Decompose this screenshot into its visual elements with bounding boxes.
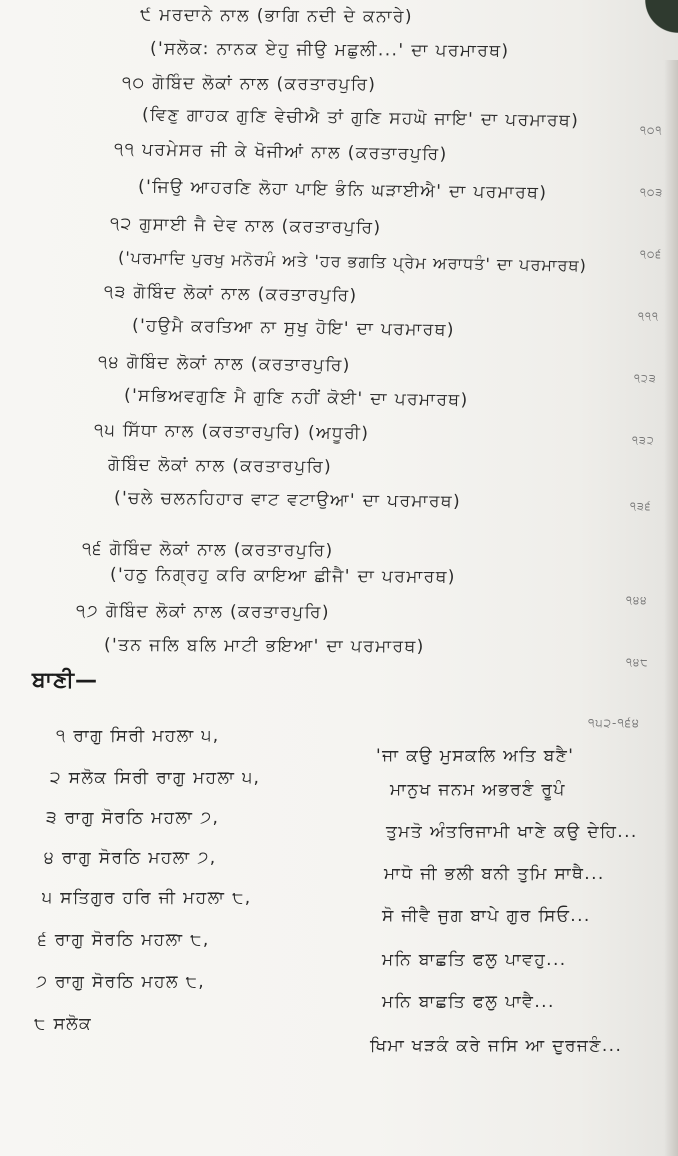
bani-item-line: ਮਨਿ ਬਾਛਤਿ ਫਲੁ ਪਾਵੈ... (382, 992, 555, 1012)
toc-entry-page: ੧੩੬ (630, 500, 652, 513)
bani-item-line: ਖਿਮਾ ਖੜਕੰ ਕਰੇ ਜਸਿ ਆ ਦੁਰਜਣੰ... (370, 1036, 623, 1056)
toc-entry-title: ('ਚਲੇ ਚਲਨਹਿਹਾਰ ਵਾਟ ਵਟਾਉਆ' ਦਾ ਪਰਮਾਰਥ) (113, 488, 462, 512)
toc-entry-title: ੧੫ ਸਿੱਧਾ ਨਾਲ (ਕਰਤਾਰਪੁਰਿ) (ਅਧੂਰੀ) (93, 420, 370, 444)
toc-entry-title: ੧੦ ਗੋਬਿੰਦ ਲੋਕਾਂ ਨਾਲ (ਕਰਤਾਰਪੁਰਿ) (121, 73, 377, 95)
toc-entry-title: ਗੋਬਿੰਦ ਲੋਕਾਂ ਨਾਲ (ਕਰਤਾਰਪੁਰਿ) (107, 454, 333, 478)
section-heading: ਬਾਣੀ— (32, 668, 98, 693)
bani-item-raag: ੬ ਰਾਗੁ ਸੋਰਠਿ ਮਹਲਾ ੮, (38, 930, 210, 950)
toc-entry-page: ੧੪੮ (626, 656, 649, 669)
toc-entry-page: ੧੩੨ (632, 434, 655, 447)
page-edge-shadow (664, 60, 678, 1156)
toc-entry-title: ੯ ਮਰਦਾਨੇ ਨਾਲ (ਭਾਗਿ ਨਦੀ ਦੇ ਕਨਾਰੇ) (139, 5, 414, 27)
toc-entry-title: ('ਹਉਮੈ ਕਰਤਿਆ ਨਾ ਸੁਖੁ ਹੋਇ' ਦਾ ਪਰਮਾਰਥ) (131, 315, 456, 341)
toc-entry-title: ('ਸਭਿਅਵਗੁਣਿ ਮੈ ਗੁਣਿ ਨਹੀਂ ਕੋਈ' ਦਾ ਪਰਮਾਰਥ) (123, 385, 469, 411)
toc-entry-title: ੧੭ ਗੋਬਿੰਦ ਲੋਕਾਂ ਨਾਲ (ਕਰਤਾਰਪੁਰਿ) (75, 601, 330, 623)
bani-item-raag: ੭ ਰਾਗੁ ਸੋਰਠਿ ਮਹਲ ੮, (36, 972, 206, 992)
toc-entry-title: ੧੧ ਪਰਮੇਸਰ ਜੀ ਕੇ ਖੋਜੀਆਂ ਨਾਲ (ਕਰਤਾਰਪੁਰਿ) (113, 139, 448, 165)
toc-entry-page: ੧੨੩ (634, 372, 657, 385)
bani-item-line: ਸੋ ਜੀਵੈ ਜੁਗ ਬਾਪੇ ਗੁਰ ਸਿਓ... (382, 906, 591, 926)
toc-entry-page: ੧੪੪ (626, 594, 648, 607)
toc-entry-title: (ਵਿਣੁ ਗਾਹਕ ਗੁਣਿ ਵੇਚੀਐ ਤਾਂ ਗੁਣਿ ਸਹਘੋ ਜਾਇ' ਦਾ ਪਰਮਾਰਥ) (141, 104, 580, 132)
toc-entry-title: ੧੩ ਗੋਬਿੰਦ ਲੋਕਾਂ ਨਾਲ (ਕਰਤਾਰਪੁਰਿ) (103, 282, 358, 306)
bani-item-line: 'ਜਾ ਕਉ ਮੁਸਕਲਿ ਅਤਿ ਬਣੈ' (376, 746, 575, 766)
bani-item-raag: ੨ ਸਲੋਕ ਸਿਰੀ ਰਾਗੁ ਮਹਲਾ ੫, (50, 768, 261, 788)
toc-entry-page: ੧੧੧ (638, 310, 659, 323)
bani-item-line: ਮਨਿ ਬਾਛਤਿ ਫਲੁ ਪਾਵਹੁ... (382, 950, 567, 970)
toc-entry-title: ('ਤਨ ਜਲਿ ਬਲਿ ਮਾਟੀ ਭਇਆ' ਦਾ ਪਰਮਾਰਥ) (103, 635, 425, 657)
bani-item-raag: ੧ ਰਾਗੁ ਸਿਰੀ ਮਹਲਾ ੫, (56, 726, 220, 746)
bani-item-raag: ੫ ਸਤਿਗੁਰ ਹਰਿ ਜੀ ਮਹਲਾ ੮, (42, 888, 252, 908)
toc-entry-title: ('ਸਲੋਕ: ਨਾਨਕ ਏਹੁ ਜੀਉ ਮਛੁਲੀ...' ਦਾ ਪਰਮਾਰਥ) (149, 38, 510, 62)
section-page-range: ੧੫੨-੧੬੪ (588, 716, 640, 730)
toc-entry-page: ੧੦੩ (640, 186, 664, 199)
toc-entry-page: ੧੦੬ (640, 248, 662, 261)
toc-entry-title: ੧੪ ਗੋਬਿੰਦ ਲੋਕਾਂ ਨਾਲ (ਕਰਤਾਰਪੁਰਿ) (97, 352, 351, 376)
bani-item-raag: ੪ ਰਾਗੁ ਸੋਰਠਿ ਮਹਲਾ ੭, (44, 848, 217, 868)
toc-entry-title: ('ਜਿਉ ਆਹਰਣਿ ਲੋਹਾ ਪਾਇ ਭੰਨਿ ਘੜਾਈਐ' ਦਾ ਪਰਮਾਰਥ) (137, 176, 548, 204)
bani-item-line: ਮਾਧੋ ਜੀ ਭਲੀ ਬਨੀ ਤੁਮਿ ਸਾਥੈ... (384, 864, 605, 884)
bani-item-raag: ੩ ਰਾਗੁ ਸੋਰਠਿ ਮਹਲਾ ੭, (46, 808, 220, 828)
toc-entry-page: ੧੦੧ (640, 124, 663, 137)
toc-entry-title: ('ਪਰਮਾਦਿ ਪੁਰਖੁ ਮਨੋਰਮੰ ਅਤੇ 'ਹਰ ਭਗਤਿ ਪ੍ਰੇਮ ਅਰਾਧਤੰ' ਦਾ ਪਰਮਾਰਥ) (117, 247, 588, 276)
bani-item-line: ਮਾਨੁਖ ਜਨਮ ਅਭਰਣੰ ਰੂਪੰ (390, 780, 566, 800)
toc-entry-title: ('ਹਠੁ ਨਿਗ੍ਰਹੁ ਕਰਿ ਕਾਇਆ ਛੀਜੈ' ਦਾ ਪਰਮਾਰਥ) (109, 564, 456, 588)
bani-item-line: ਤੁਮਤੋ ਅੰਤਰਿਜਾਮੀ ਖਾਣੇ ਕਉ ਦੇਹਿ... (386, 822, 638, 842)
toc-entry-title: ੧੨ ਗੁਸਾਈ ਜੈ ਦੇਵ ਨਾਲ (ਕਰਤਾਰਪੁਰਿ) (109, 213, 382, 239)
bani-item-raag: ੮ ਸਲੋਕ (34, 1014, 93, 1034)
toc-entry-title: ੧੬ ਗੋਬਿੰਦ ਲੋਕਾਂ ਨਾਲ (ਕਰਤਾਰਪੁਰਿ) (81, 539, 334, 561)
